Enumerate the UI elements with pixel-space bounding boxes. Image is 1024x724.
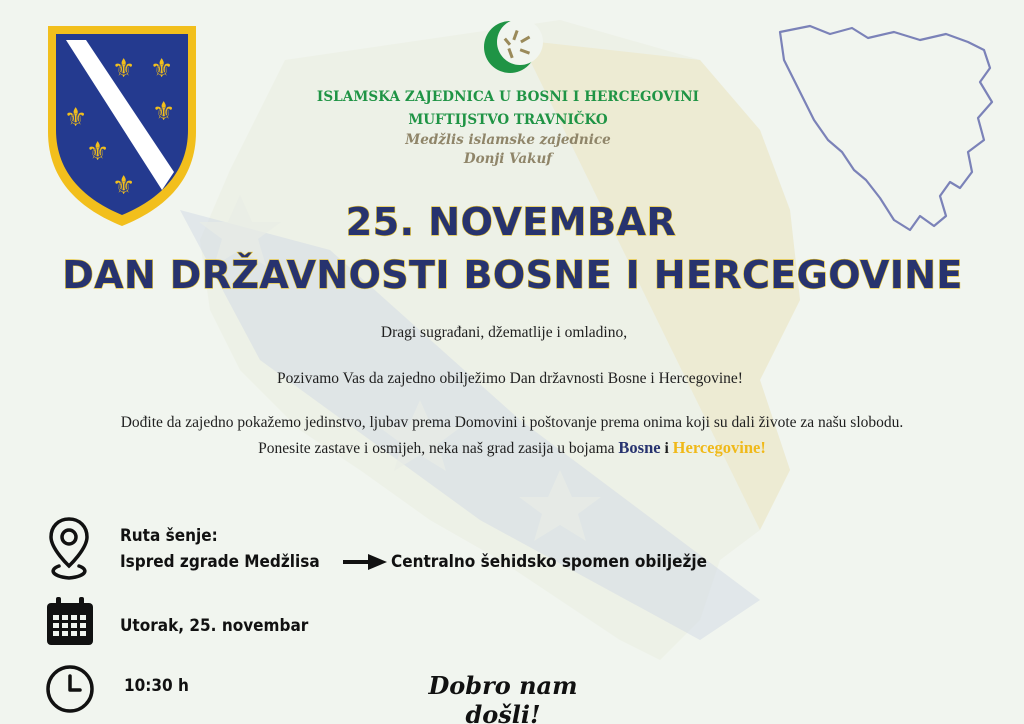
unity-text: Dođite da zajedno pokažemo jedinstvo, ljubav prema Domovini i poštovanje prema onima koji su dali živote za našu slobodu. bbox=[120, 414, 904, 431]
arrow-right-icon bbox=[342, 552, 388, 572]
hercegovine-highlight: Hercegovine! bbox=[672, 438, 766, 457]
bih-map-outline-icon bbox=[770, 20, 1002, 236]
svg-text:⚜: ⚜ bbox=[152, 97, 176, 127]
headline-date: 25. NOVEMBAR bbox=[345, 200, 677, 244]
svg-text:⚜: ⚜ bbox=[112, 54, 136, 84]
clock-icon bbox=[44, 663, 96, 715]
calendar-icon bbox=[44, 596, 96, 648]
welcome-text: Dobro nam došli! bbox=[428, 671, 578, 724]
svg-text:⚜: ⚜ bbox=[86, 137, 110, 167]
invite-text: Pozivamo Vas da zajedno obilježimo Dan državnosti Bosne i Hercegovine! bbox=[277, 370, 743, 387]
route-destination: Centralno šehidsko spomen obilježje bbox=[391, 552, 707, 572]
town-line: Donji Vakuf bbox=[463, 151, 553, 167]
headline-title: DAN DRŽAVNOSTI BOSNE I HERCEGOVINE bbox=[62, 253, 963, 297]
location-pin-icon bbox=[46, 516, 92, 582]
bosne-highlight: Bosne bbox=[618, 438, 661, 457]
svg-text:⚜: ⚜ bbox=[64, 103, 88, 133]
route-label: Ruta šenje: bbox=[120, 526, 218, 546]
event-time: 10:30 h bbox=[124, 676, 189, 696]
muftiate-line: MUFTIJSTVO TRAVNIČKO bbox=[408, 112, 608, 128]
greeting-text: Dragi sugrađani, džematlije i omladino, bbox=[380, 324, 628, 341]
event-date: Utorak, 25. novembar bbox=[120, 616, 309, 636]
colors-text-prefix: Ponesite zastave i osmijeh, neka naš grad zasija u bojama bbox=[258, 440, 619, 457]
crescent-emblem-icon bbox=[480, 18, 544, 76]
svg-text:⚜: ⚜ bbox=[112, 171, 136, 201]
medzlis-line: Medžlis islamske zajednice bbox=[405, 132, 611, 148]
colors-text bbox=[200, 438, 824, 458]
coat-of-arms-logo bbox=[44, 22, 200, 228]
org-name-line: ISLAMSKA ZAJEDNICA U BOSNI I HERCEGOVINI bbox=[316, 89, 700, 105]
route-start: Ispred zgrade Medžlisa bbox=[120, 552, 320, 572]
and-word: i bbox=[660, 440, 673, 457]
svg-text:⚜: ⚜ bbox=[150, 54, 174, 84]
